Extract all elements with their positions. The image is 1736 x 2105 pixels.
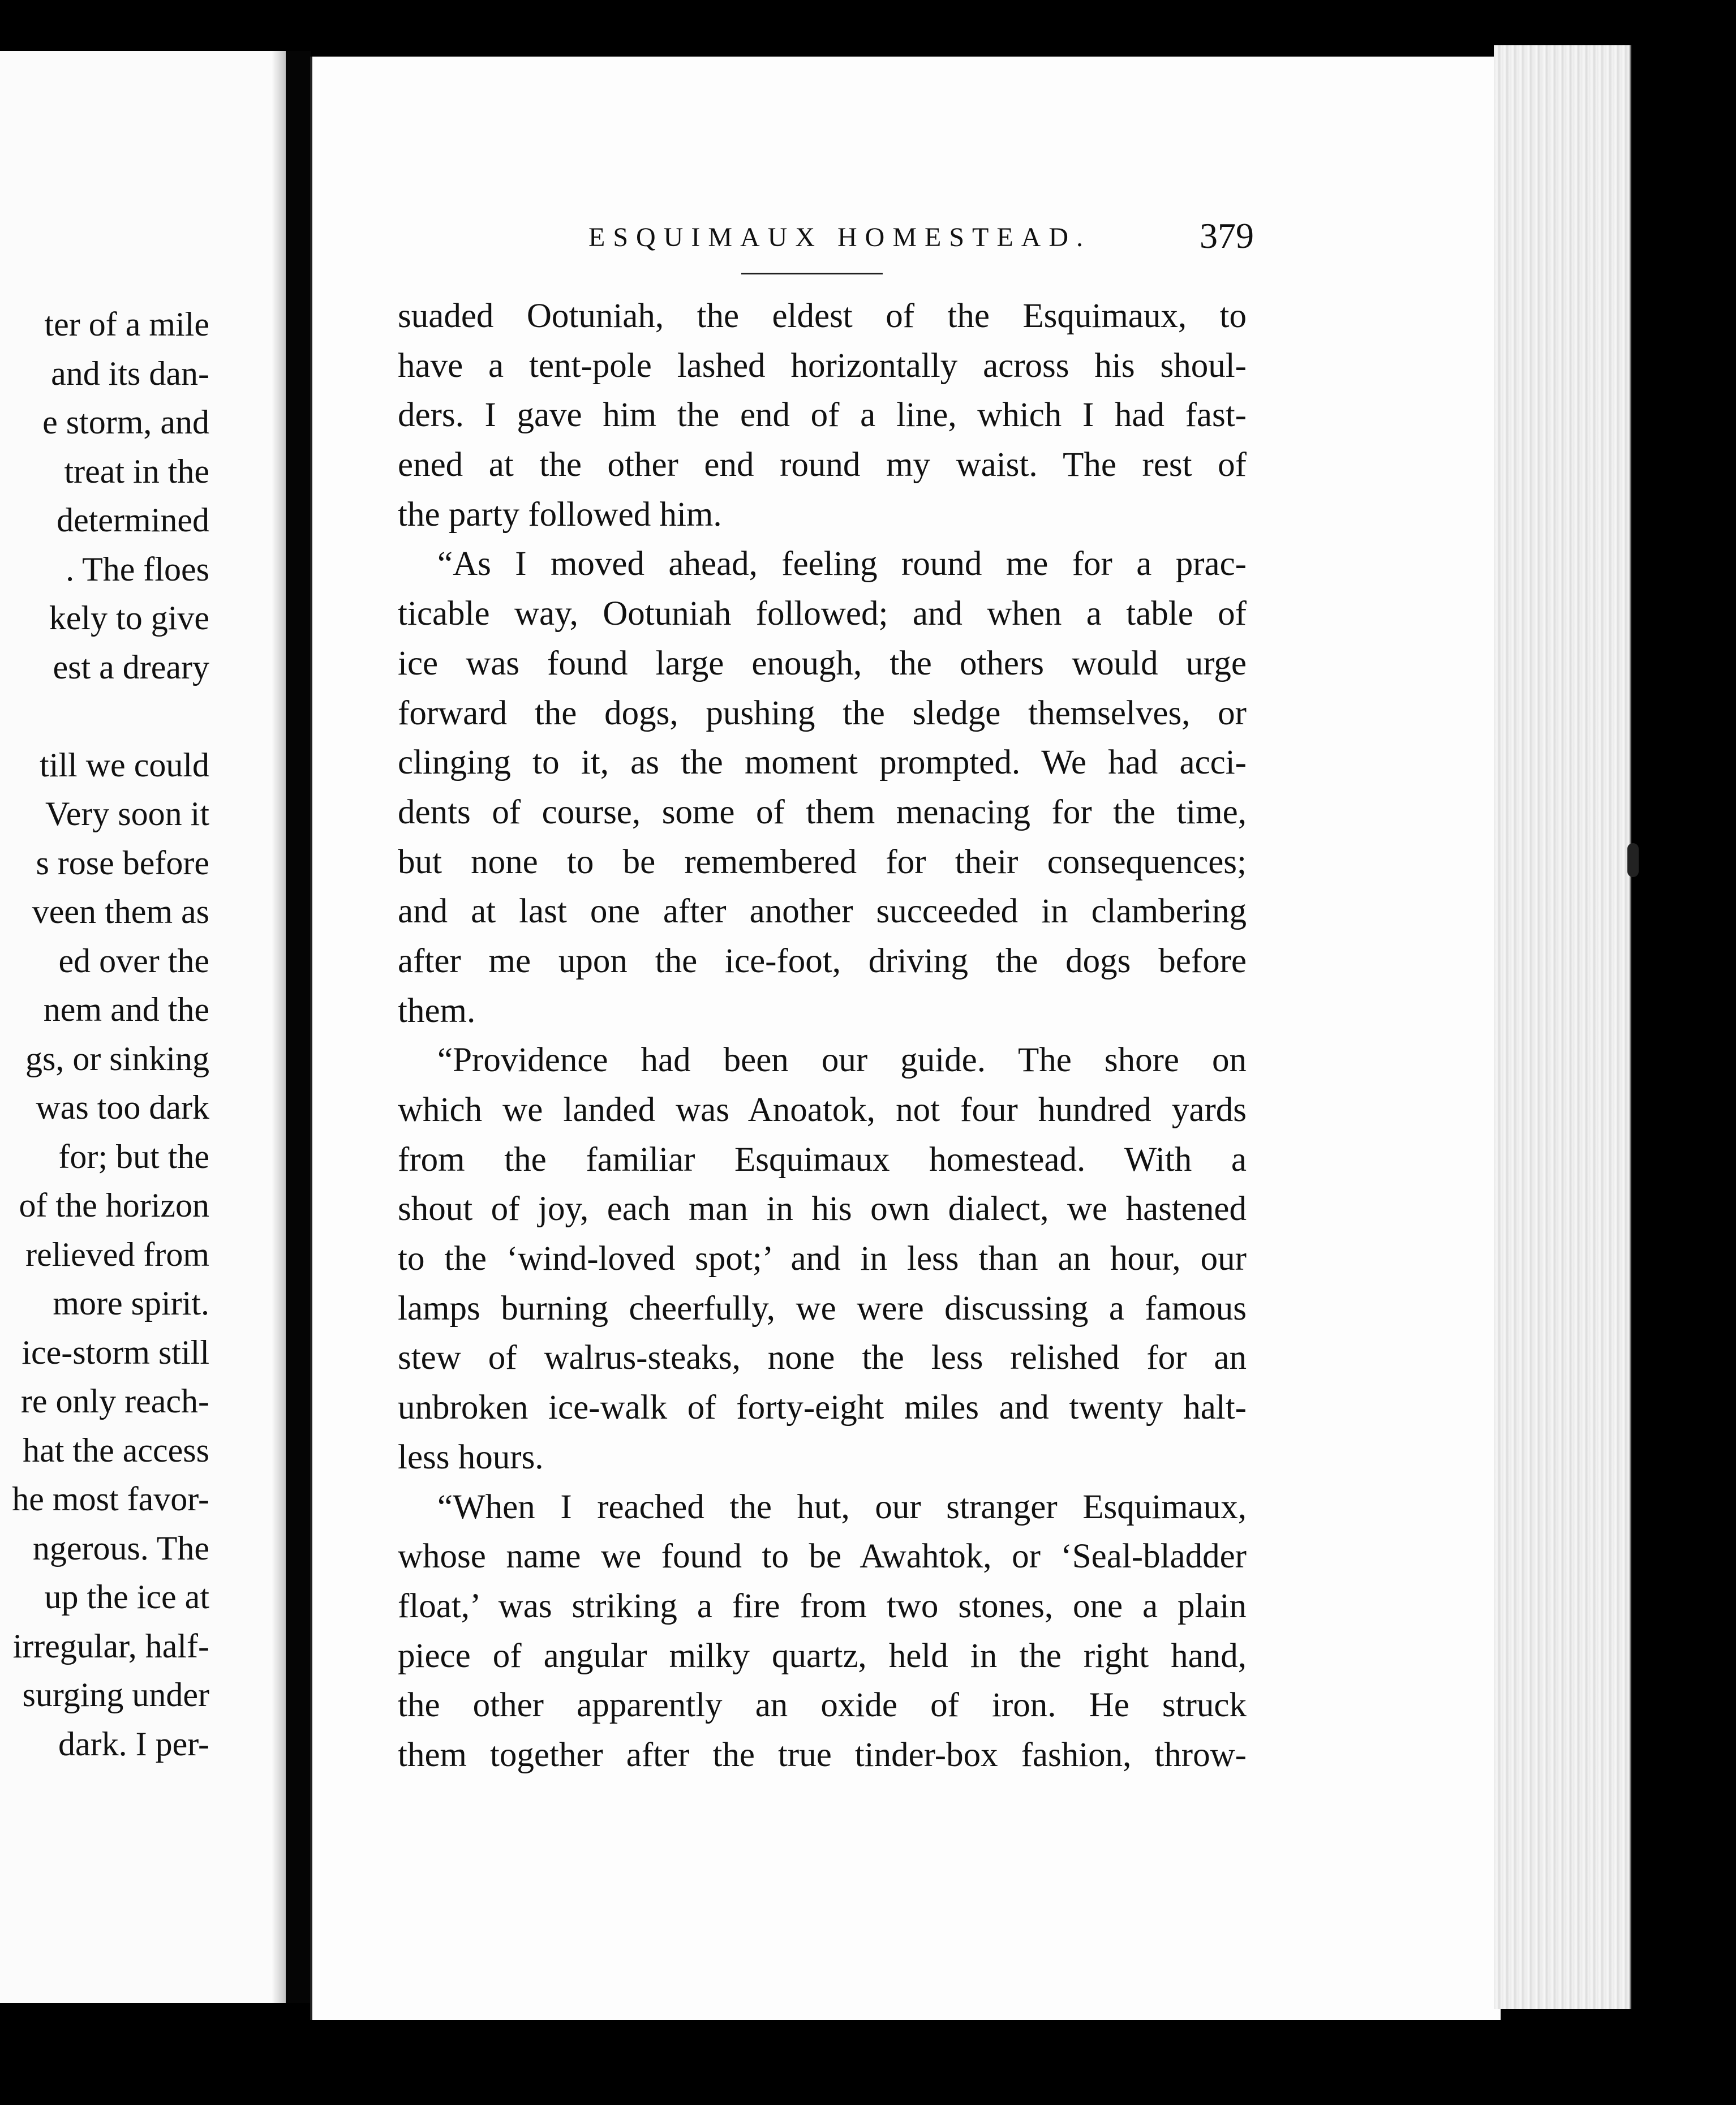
text-line: them together after the true tinder-box fashion, throw- <box>398 1735 1247 1774</box>
text-line: the party followed him. <box>398 495 722 534</box>
text-line: “Providence had been our guide. The shore on <box>437 1041 1247 1080</box>
text-line: have a tent-pole lashed horizontally across his shoul- <box>398 346 1247 385</box>
text-line: “As I moved ahead, feeling round me for a prac- <box>437 545 1247 583</box>
facing-text-line: and its dan- <box>51 354 209 392</box>
text-line: unbroken ice-walk of forty-eight miles and twenty halt- <box>398 1389 1247 1427</box>
facing-text-line: determined <box>57 501 209 539</box>
text-line: to the ‘wind-loved spot;’ and in less than an hour, our <box>398 1240 1247 1278</box>
facing-text-line: ice-storm still <box>22 1333 209 1371</box>
facing-text-line: . The floes <box>66 550 209 588</box>
facing-text-line: irregular, half- <box>12 1627 209 1665</box>
facing-text-line: for; but the <box>58 1137 209 1175</box>
facing-text-line: treat in the <box>64 452 209 490</box>
page-block-edge <box>1494 45 1631 2009</box>
page-number: 379 <box>1200 216 1254 256</box>
facing-text-line: dark. I per- <box>58 1725 209 1763</box>
facing-text-line: relieved from <box>25 1235 209 1273</box>
text-line: less hours. <box>398 1438 544 1476</box>
text-line: which we landed was Anoatok, not four hundred yards <box>398 1091 1247 1129</box>
facing-text-line: till we could <box>40 746 209 784</box>
text-line: clinging to it, as the moment prompted. We had acci- <box>398 744 1247 782</box>
text-line: ened at the other end round my waist. The rest of <box>398 446 1247 484</box>
facing-text-line: s rose before <box>36 844 209 882</box>
facing-text-line: of the horizon <box>19 1187 209 1224</box>
page-body-text <box>398 291 1247 1780</box>
facing-page <box>0 51 294 2003</box>
text-line: forward the dogs, pushing the sledge themselves, or <box>398 694 1247 732</box>
text-line: shout of joy, each man in his own dialect, we hastened <box>398 1190 1247 1228</box>
facing-text-line: up the ice at <box>44 1578 209 1616</box>
facing-text-line: surging under <box>22 1676 209 1713</box>
facing-text-line: hat the access <box>23 1431 209 1469</box>
facing-text-line: ed over the <box>58 942 209 980</box>
facing-text-line: ngerous. The <box>32 1529 209 1567</box>
text-line: lamps burning cheerfully, we were discussing a famous <box>398 1289 1247 1328</box>
head-rule <box>741 273 883 274</box>
facing-text-line: gs, or sinking <box>25 1039 209 1077</box>
facing-text-line: he most favor- <box>12 1480 209 1518</box>
text-line: piece of angular milky quartz, held in the right hand, <box>398 1636 1247 1675</box>
text-line: them. <box>398 991 476 1030</box>
text-line: from the familiar Esquimaux homestead. With a <box>398 1140 1247 1179</box>
text-line: suaded Ootuniah, the eldest of the Esquimaux, to <box>398 297 1247 335</box>
page-edge-notch <box>1627 843 1639 877</box>
text-line: after me upon the ice-foot, driving the dogs before <box>398 942 1247 980</box>
facing-text-line: was too dark <box>36 1089 209 1126</box>
facing-text-line: ter of a mile <box>44 306 209 343</box>
text-line: dents of course, some of them menacing for the time, <box>398 793 1247 831</box>
facing-text-line: re only reach- <box>20 1382 209 1420</box>
text-line: and at last one after another succeeded in clambering <box>398 892 1247 931</box>
text-line: float,’ was striking a fire from two stones, one a plain <box>398 1587 1247 1625</box>
book-gutter <box>286 51 311 2003</box>
facing-text-line: nem and the <box>43 991 209 1028</box>
text-line: ticable way, Ootuniah followed; and when a table of <box>398 595 1247 633</box>
facing-text-line: more spirit. <box>53 1285 209 1322</box>
facing-text-line: Very soon it <box>45 795 209 832</box>
text-line: but none to be remembered for their consequences; <box>398 843 1247 881</box>
facing-text-line: e storm, and <box>42 403 209 441</box>
running-head: ESQUIMAUX HOMESTEAD. <box>588 222 1091 252</box>
text-line: ice was found large enough, the others would urge <box>398 644 1247 682</box>
facing-text-line: est a dreary <box>53 648 209 686</box>
facing-text-line: kely to give <box>49 599 209 637</box>
text-line: “When I reached the hut, our stranger Esquimaux, <box>437 1488 1247 1526</box>
text-line: whose name we found to be Awahtok, or ‘Seal-bladder <box>398 1537 1247 1576</box>
text-line: stew of walrus-steaks, none the less relished for an <box>398 1339 1247 1377</box>
text-line: the other apparently an oxide of iron. He struck <box>398 1686 1247 1725</box>
text-line: ders. I gave him the end of a line, which I had fast- <box>398 396 1247 435</box>
facing-text-line: veen them as <box>32 893 209 930</box>
